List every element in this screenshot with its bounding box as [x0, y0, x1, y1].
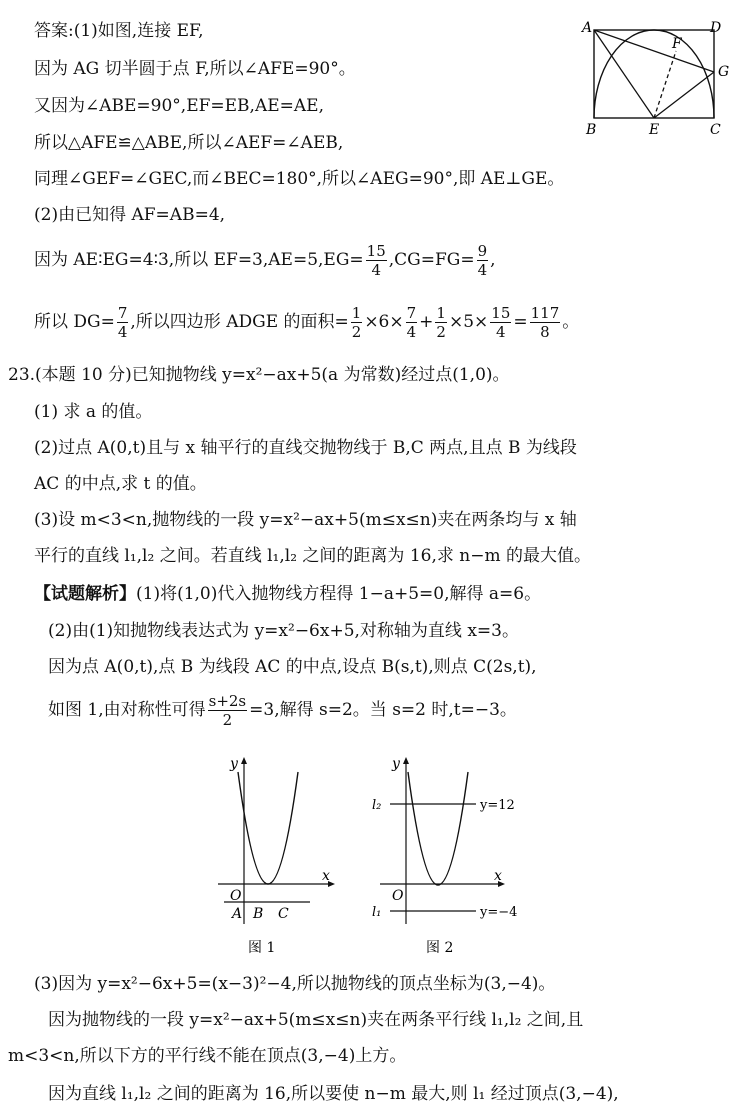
- segment-ae: [594, 30, 654, 118]
- q23-part-3b: 平行的直线 l₁,l₂ 之间。若直线 l₁,l₂ 之间的距离为 16,求 n−m 的最大值。: [34, 546, 591, 566]
- fig1-label-c: C: [278, 906, 289, 922]
- semicircle: [594, 30, 714, 118]
- fig1-caption: 图 1: [248, 940, 276, 956]
- fig1-label-o: O: [230, 888, 242, 904]
- solution-line-3: 因为点 A(0,t),点 B 为线段 AC 的中点,设点 B(s,t),则点 C(2s,t),: [48, 657, 537, 677]
- answer-line-7-text-b: ,CG=FG=: [388, 250, 475, 270]
- answer-line-4: 所以△AFE≌△ABE,所以∠AEF=∠AEB,: [34, 133, 344, 153]
- answer-line-7-text-a: 因为 AE∶EG=4∶3,所以 EF=3,AE=5,EG=: [34, 250, 364, 270]
- label-d: D: [710, 20, 722, 36]
- solution-tag: 【试题解析】: [34, 584, 136, 604]
- solution-line-6: 因为抛物线的一段 y=x²−ax+5(m≤x≤n)夹在两条平行线 l₁,l₂ 之间,且: [48, 1010, 584, 1030]
- label-f: F: [672, 36, 682, 52]
- label-e: E: [649, 122, 660, 138]
- fig2-caption: 图 2: [426, 940, 454, 956]
- fig2-label-l2: l₂: [372, 798, 382, 813]
- graph-figure-1: [210, 752, 350, 962]
- fig2-label-upper-line: y=12: [480, 798, 515, 813]
- fig2-label-lower-line: y=−4: [480, 905, 518, 920]
- answer-line-1: 答案:(1)如图,连接 EF,: [34, 21, 204, 41]
- fig1-label-a: A: [232, 906, 243, 922]
- answer-line-5: 同理∠GEF=∠GEC,而∠BEC=180°,所以∠AEG=90°,即 AE⊥GE。: [34, 169, 565, 189]
- geometry-figure: [580, 16, 740, 138]
- segment-ag: [594, 30, 714, 72]
- label-a: A: [582, 20, 593, 36]
- q23-header: 23.(本题 10 分)已知抛物线 y=x²−ax+5(a 为常数)经过点(1,0)。: [8, 365, 510, 385]
- solution-line-2: (2)由(1)知抛物线表达式为 y=x²−6x+5,对称轴为直线 x=3。: [48, 621, 519, 641]
- fig2-label-y: y: [392, 756, 400, 772]
- solution-line-4: 如图 1,由对称性可得 $\frac{s+2s}{2}$ =3,解得 s=2。当 s=2 时,t=−3。: [48, 692, 517, 729]
- segment-ef-dashed: [654, 51, 676, 118]
- fraction-half-1: $\frac{1}{2}$: [351, 304, 362, 341]
- fig1-label-x: x: [322, 868, 330, 884]
- answer-line-2: 因为 AG 切半圆于点 F,所以∠AFE=90°。: [34, 59, 356, 79]
- q23-part-3a: (3)设 m<3<n,抛物线的一段 y=x²−ax+5(m≤x≤n)夹在两条均与 x 轴: [34, 510, 577, 530]
- fig1-y-arrow: [241, 757, 247, 764]
- q23-part-2b: AC 的中点,求 t 的值。: [34, 474, 207, 494]
- answer-line-6: (2)由已知得 AF=AB=4,: [34, 205, 226, 225]
- answer-line-8: 所以 DG= $\frac{7}{4}$ ,所以四边形 ADGE 的面积= $\frac{1}{2}$ ×6× $\frac{7}{4}$ + $\frac{1}{2}$ ×5× $\frac{15}{4}$ = $\frac{117}{8}$ 。: [34, 304, 580, 341]
- fig2-label-x: x: [494, 868, 502, 884]
- fraction-fifteen-quarters: $\frac{15}{4}$: [491, 304, 511, 341]
- fig1-parabola: [238, 772, 298, 884]
- label-g: G: [718, 64, 730, 80]
- fig1-label-b: B: [253, 906, 264, 922]
- fraction-dg: $\frac{7}{4}$: [117, 304, 128, 341]
- rectangle-abcd: [594, 30, 714, 118]
- fraction-result: $\frac{117}{8}$: [530, 304, 560, 341]
- fig2-y-arrow: [403, 757, 409, 764]
- fraction-eg: $\frac{15}{4}$: [366, 242, 386, 279]
- fraction-s-plus-2s: $\frac{s+2s}{2}$: [208, 692, 247, 729]
- answer-line-7: 因为 AE∶EG=4∶3,所以 EF=3,AE=5,EG= $\frac{15}{4}$ ,CG=FG= $\frac{9}{4}$ ,: [34, 242, 496, 279]
- solution-line-8: 因为直线 l₁,l₂ 之间的距离为 16,所以要使 n−m 最大,则 l₁ 经过顶点(3,−4),: [48, 1084, 619, 1104]
- solution-line-5: (3)因为 y=x²−6x+5=(x−3)²−4,所以抛物线的顶点坐标为(3,−4)。: [34, 974, 556, 994]
- fig2-label-l1: l₁: [372, 905, 382, 920]
- fraction-cg: $\frac{9}{4}$: [477, 242, 488, 279]
- label-c: C: [710, 122, 721, 138]
- q23-part-2a: (2)过点 A(0,t)且与 x 轴平行的直线交抛物线于 B,C 两点,且点 B 为线段: [34, 438, 577, 458]
- fig2-parabola: [408, 772, 468, 885]
- graph-figure-2: [368, 752, 548, 962]
- q23-part-1: (1) 求 a 的值。: [34, 402, 153, 422]
- fraction-seven-quarters: $\frac{7}{4}$: [406, 304, 417, 341]
- fig1-label-y: y: [230, 756, 238, 772]
- answer-line-3: 又因为∠ABE=90°,EF=EB,AE=AE,: [34, 96, 324, 116]
- fraction-half-2: $\frac{1}{2}$: [436, 304, 446, 341]
- fig2-label-o: O: [392, 888, 404, 904]
- label-b: B: [586, 122, 597, 138]
- solution-line-7: m<3<n,所以下方的平行线不能在顶点(3,−4)上方。: [8, 1046, 407, 1066]
- solution-line-1: 【试题解析】(1)将(1,0)代入抛物线方程得 1−a+5=0,解得 a=6。: [34, 584, 542, 604]
- segment-eg: [654, 72, 714, 118]
